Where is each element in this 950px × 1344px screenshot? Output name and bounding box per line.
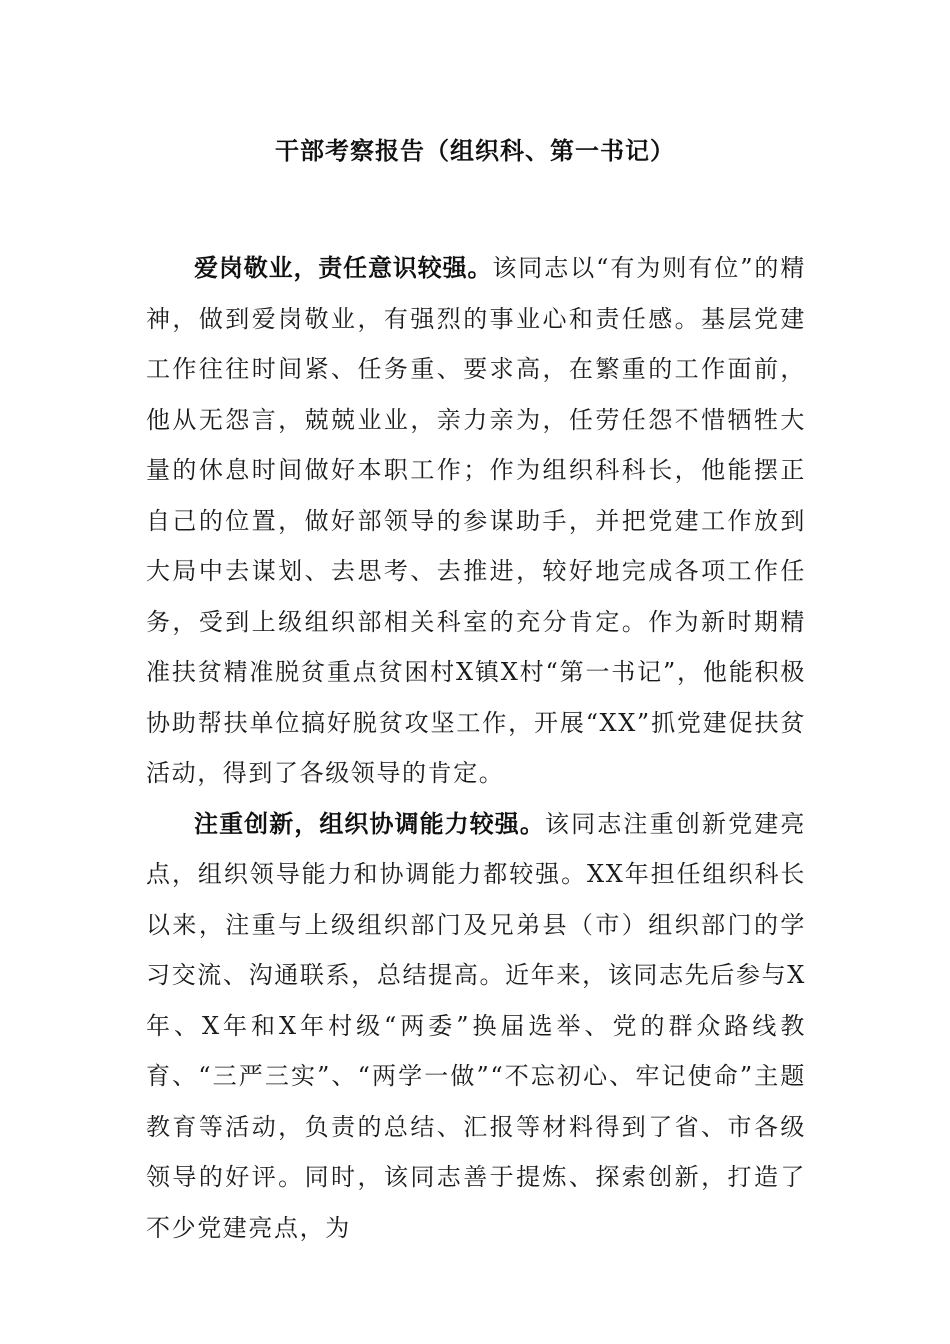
paragraph-2-text: 该同志注重创新党建亮点，组织领导能力和协调能力都较强。XX年担任组织科长以来，注重与上级组织部门及兄弟县（市）组织部门的学习交流、沟通联系，总结提高。近年来，该同志先后参与X年、X年和X年村级“两委”换届选举、党的群众路线教育、“三严三实”、“两学一做”“不忘初心、牢记使命”主题教育等活动，负责的总结、汇报等材料得到了省、市各级领导的好评。同时，该同志善于提炼、探索创新，打造了不少党建亮点，为 <box>146 809 807 1242</box>
paragraph-1-text: 该同志以“有为则有位”的精神，做到爱岗敬业，有强烈的事业心和责任感。基层党建工作往往时间紧、任务重、要求高，在繁重的工作面前，他从无怨言，兢兢业业，亲力亲为，任劳任怨不惜牺牲大量的休息时间做好本职工作；作为组织科科长，他能摆正自己的位置，做好部领导的参谋助手，并把党建工作放到大局中去谋划、去思考、去推进，较好地完成各项工作任务，受到上级组织部相关科室的充分肯定。作为新时期精准扶贫精准脱贫重点贫困村X镇X村“第一书记”，他能积极协助帮扶单位搞好脱贫攻坚工作，开展“XX”抓党建促扶贫活动，得到了各级领导的肯定。 <box>146 254 806 787</box>
paragraph-2-heading: 注重创新，组织协调能力较强。 <box>194 809 545 838</box>
document-body <box>146 243 806 1253</box>
paragraph-1-heading: 爱岗敬业，责任意识较强。 <box>194 254 493 282</box>
document-title: 干部考察报告（组织科、第一书记） <box>275 137 675 165</box>
paragraph-2 <box>146 799 806 1254</box>
paragraph-1 <box>146 243 806 799</box>
